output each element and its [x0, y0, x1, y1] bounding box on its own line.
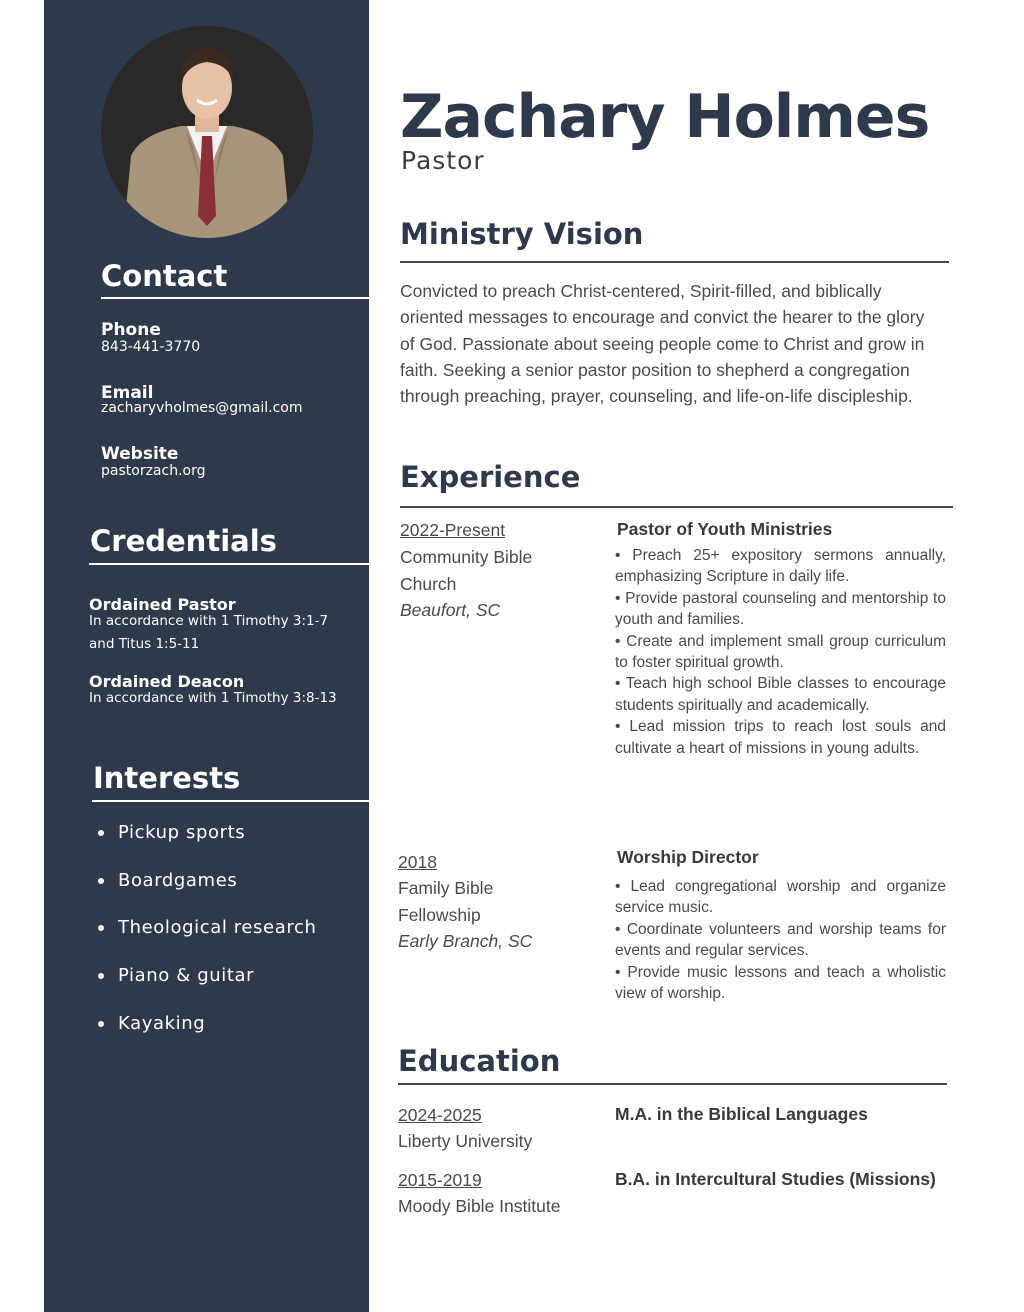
duty-item: • Lead mission trips to reach lost souls and cultivate a heart of missions in young adults. — [615, 718, 946, 757]
credential-title: Ordained Deacon — [89, 672, 245, 691]
website-label: Website — [101, 444, 179, 464]
education-school: Moody Bible Institute — [398, 1196, 561, 1216]
email-label: Email — [101, 383, 154, 403]
interests-heading: Interests — [93, 761, 241, 795]
person-name: Zachary Holmes — [400, 82, 930, 152]
job-duties — [615, 876, 946, 1004]
interest-item: Boardgames — [96, 864, 316, 912]
education-heading: Education — [398, 1044, 561, 1078]
duty-item: • Coordinate volunteers and worship teams for events and regular services. — [615, 920, 946, 960]
contact-heading: Contact — [101, 259, 228, 293]
duty-item: • Lead congregational worship and organize service music. — [615, 878, 946, 917]
duty-item: • Teach high school Bible classes to encourage students spiritually and academically. — [615, 675, 946, 714]
education-school: Liberty University — [398, 1131, 533, 1151]
job-dates: 2022-Present — [400, 520, 506, 540]
interest-item: Theological research — [96, 911, 316, 959]
person-role: Pastor — [401, 146, 485, 175]
credential-description: In accordance with 1 Timothy 3:8-13 — [89, 690, 337, 706]
job-organization: Community Bible Church — [400, 547, 533, 594]
job-location: Beaufort, SC — [400, 600, 501, 620]
education-divider — [398, 1083, 947, 1085]
interest-item: Pickup sports — [96, 816, 316, 864]
duty-item: • Provide music lessons and teach a wholistic view of worship. — [615, 963, 946, 1003]
job-dates: 2018 — [398, 852, 437, 872]
website-value[interactable]: pastorzach.org — [101, 463, 206, 479]
vision-divider — [400, 261, 949, 263]
interest-item: Piano & guitar — [96, 959, 316, 1007]
credentials-divider — [89, 563, 369, 565]
profile-photo — [101, 26, 313, 238]
experience-divider — [400, 506, 953, 508]
duty-item: • Preach 25+ expository sermons annually, emphasizing Scripture in daily life. — [615, 547, 946, 586]
job-title: Pastor of Youth Ministries — [617, 519, 833, 539]
experience-heading: Experience — [400, 460, 581, 494]
job-organization: Family Bible Fellowship — [398, 878, 494, 925]
job-duties — [615, 545, 946, 759]
education-degree: B.A. in Intercultural Studies (Missions) — [615, 1169, 936, 1189]
vision-text: Convicted to preach Christ-centered, Spirit-filled, and biblically oriented messages to encourage and convict the hearer to the glory of God. Passionate about seeing people come to Christ and grow in faith. Seeking a senior pastor position to shepherd a congregation through preaching, prayer, counseling, and life-on-life discipleship. — [400, 281, 925, 407]
education-dates: 2024-2025 — [398, 1105, 482, 1125]
vision-heading: Ministry Vision — [400, 217, 644, 251]
credential-title: Ordained Pastor — [89, 595, 236, 614]
education-degree: M.A. in the Biblical Languages — [615, 1104, 868, 1124]
duty-item: • Create and implement small group curriculum to foster spiritual growth. — [615, 632, 946, 672]
duty-item: • Provide pastoral counseling and mentorship to youth and families. — [615, 589, 946, 629]
interests-list — [96, 816, 316, 1054]
credentials-heading: Credentials — [90, 524, 277, 558]
interest-item: Kayaking — [96, 1007, 316, 1055]
interests-divider — [92, 800, 369, 802]
phone-label: Phone — [101, 320, 161, 340]
education-dates: 2015-2019 — [398, 1170, 482, 1190]
job-title: Worship Director — [617, 847, 759, 867]
email-value[interactable]: zacharyvholmes@gmail.com — [101, 400, 303, 416]
contact-divider — [101, 297, 369, 299]
job-location: Early Branch, SC — [398, 931, 533, 951]
credential-description: In accordance with 1 Timothy 3:1-7 and Titus 1:5-11 — [89, 613, 329, 652]
phone-value[interactable]: 843-441-3770 — [101, 339, 201, 355]
